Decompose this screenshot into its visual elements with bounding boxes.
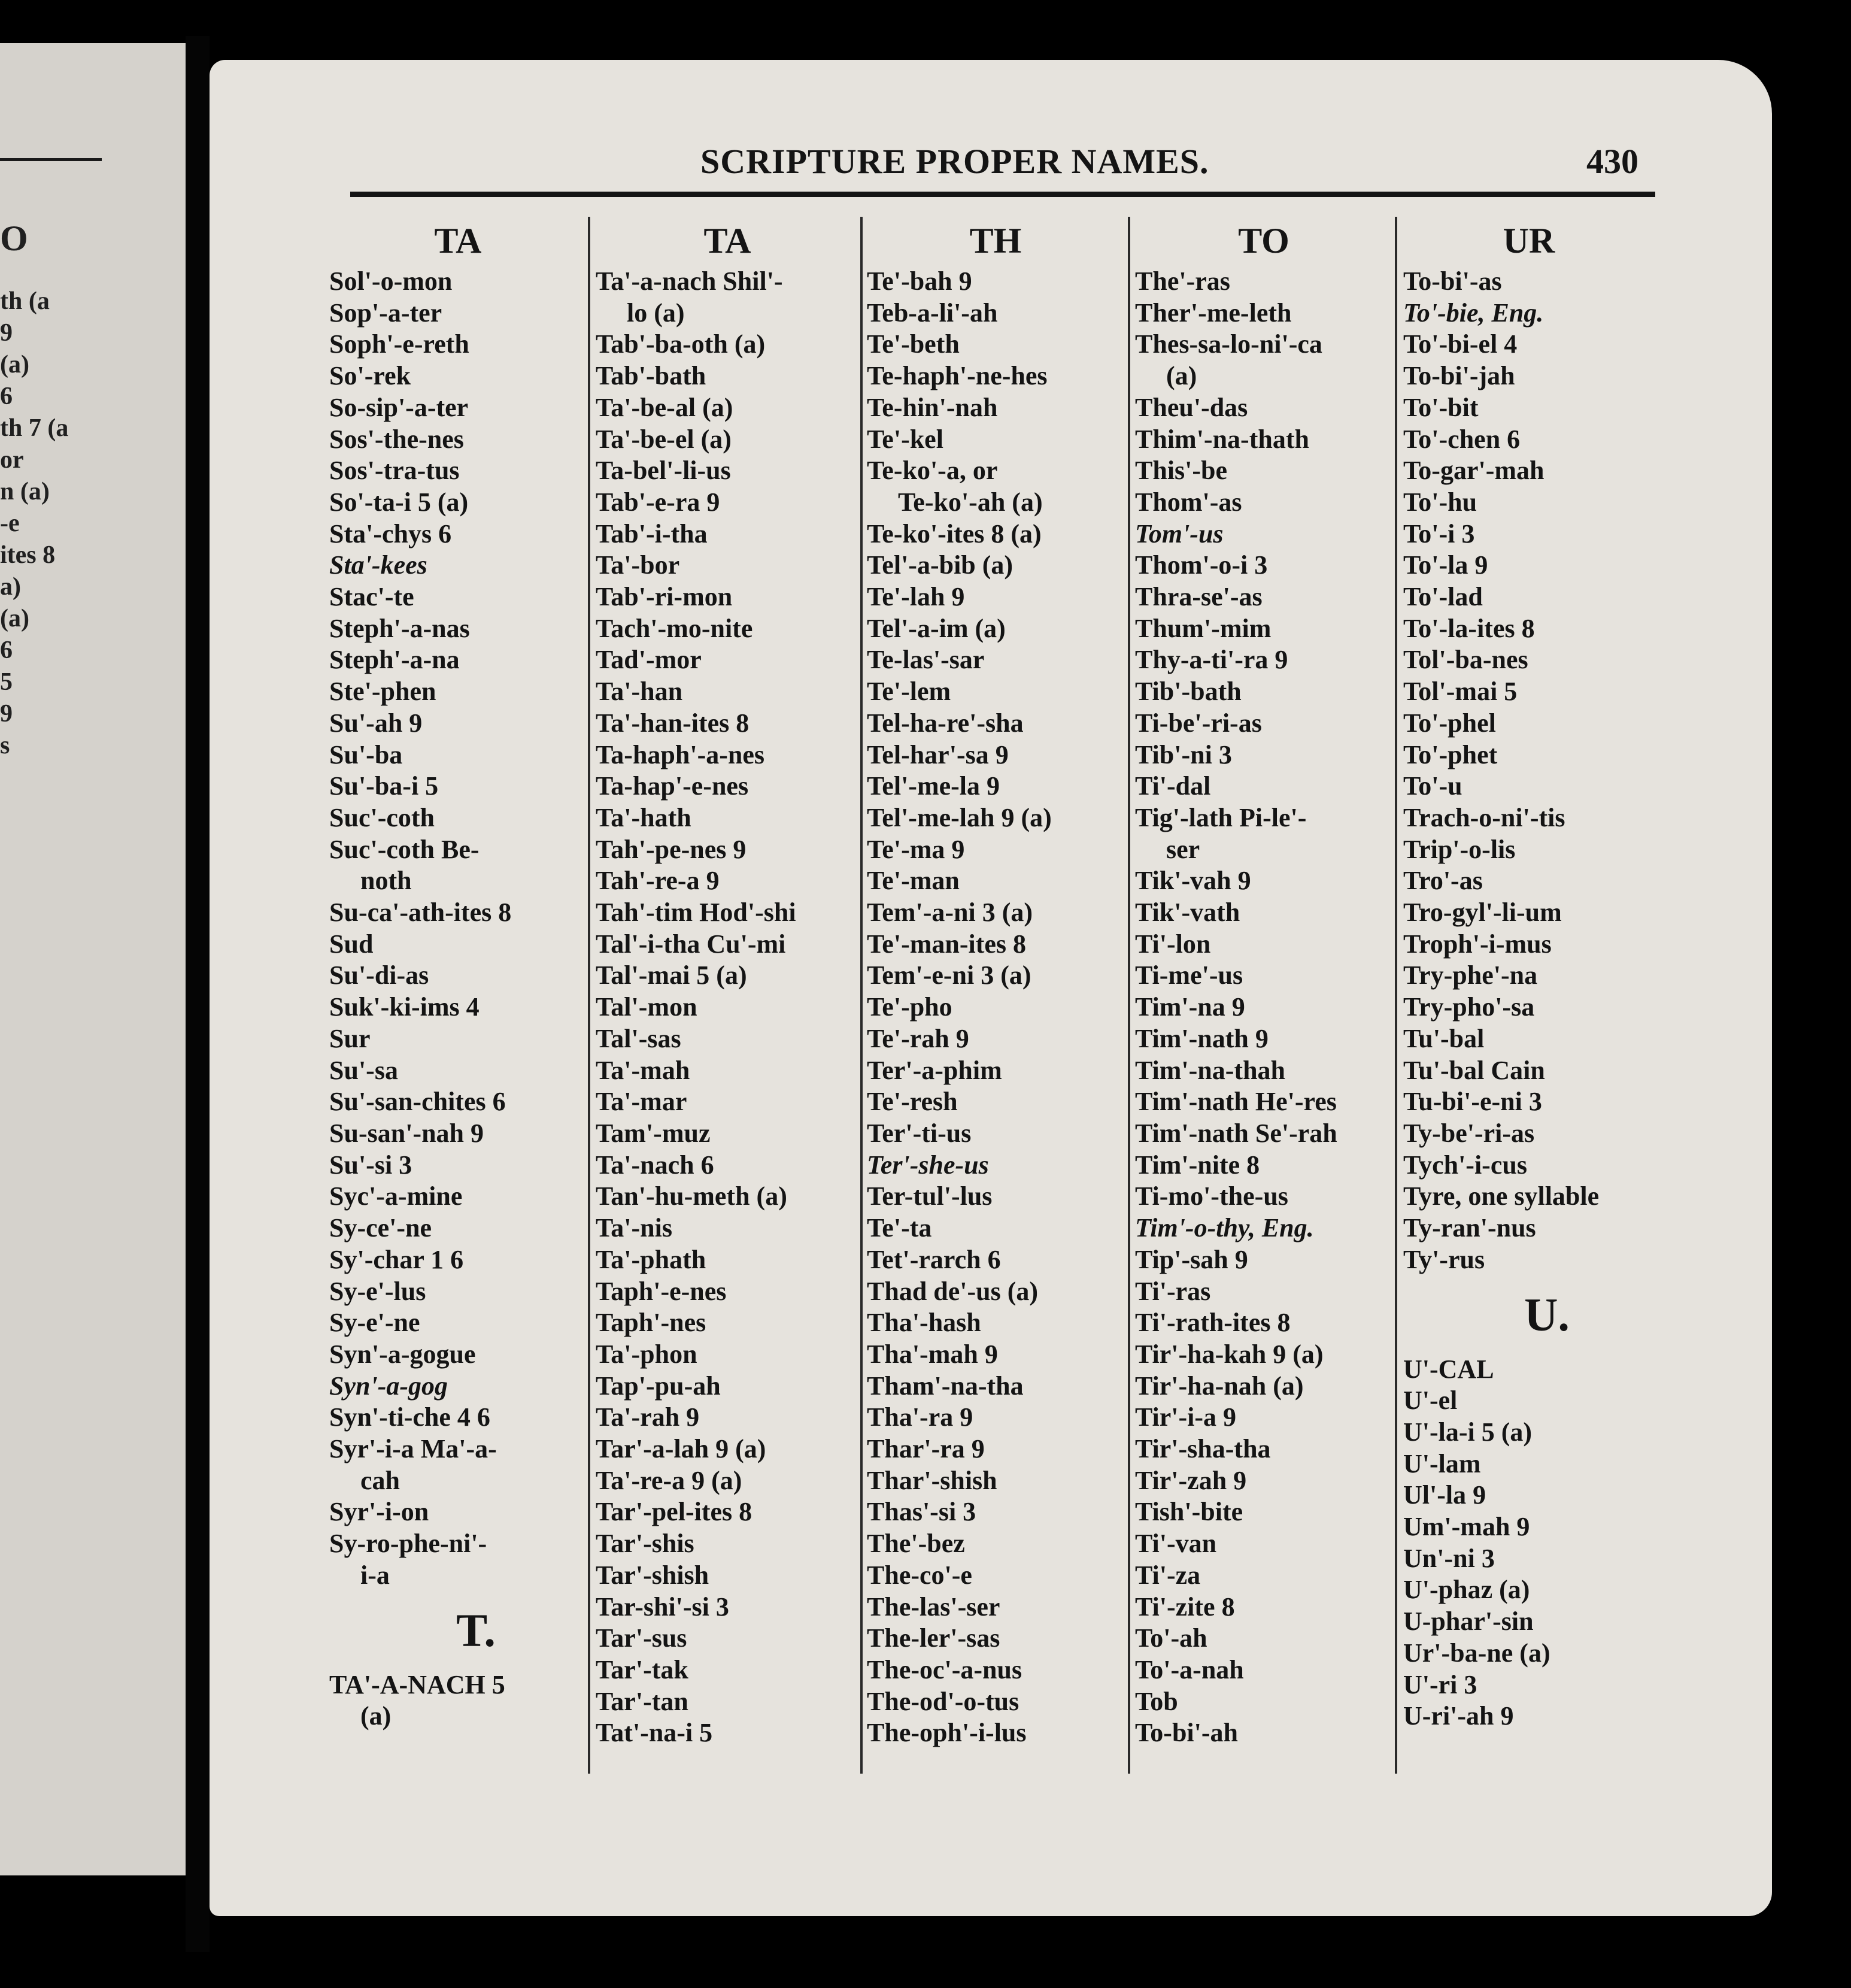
name-entry: To'-lad [1403,582,1483,612]
entry-list [1403,266,1655,1732]
name-entry: The-las'-ser [867,1592,1000,1622]
name-entry: Su'-ba-i 5 [329,771,439,801]
name-entry: Tob [1135,1686,1178,1716]
name-entry: Ta'-be-el (a) [596,424,732,454]
book-gutter [186,36,210,1952]
name-entry: Tam'-muz [596,1118,711,1148]
name-entry: Tar'-tak [596,1654,688,1684]
running-title: SCRIPTURE PROPER NAMES. [700,142,1209,181]
name-entry: To'-la 9 [1403,550,1488,580]
name-entry: Steph'-a-nas [329,613,470,643]
name-entry: This'-be [1135,456,1228,486]
name-entry: To-bi'-ah [1135,1718,1239,1748]
name-entry: Ta'-phon [596,1339,697,1369]
name-entry: Sy-e'-lus [329,1276,426,1306]
name-entry: To'-la-ites 8 [1403,613,1535,643]
name-entry: The-co'-e [867,1560,972,1590]
name-entry: Tu'-bal [1403,1023,1485,1053]
fragment-lines [0,286,186,762]
column-heading: TO [1238,221,1289,260]
name-entry: Ta'-bor [596,550,680,580]
name-entry: Ti'-dal [1135,771,1211,801]
name-entry: Ul'-la 9 [1403,1480,1486,1510]
name-entry: Tha'-ra 9 [867,1402,973,1432]
name-entry: Ty-ran'-nus [1403,1213,1536,1243]
name-entry: Tir'-ha-kah 9 (a) [1135,1339,1324,1369]
name-entry: Tar'-tan [596,1686,688,1716]
name-entry: Ta'-hath [596,802,691,832]
name-entry: Ti-mo'-the-us [1135,1181,1288,1211]
name-entry: Troph'-i-mus [1403,929,1552,959]
name-entry: Ta'-nach 6 [596,1150,714,1180]
name-entry: Suc'-coth Be- [329,834,480,864]
name-entry: Tir'-ha-nah (a) [1135,1371,1304,1401]
name-entry: Thom'-as [1135,487,1242,517]
name-entry: To'-bie, Eng. [1403,298,1544,328]
name-entry: Ti'-van [1135,1529,1217,1559]
name-entry: Te-las'-sar [867,645,985,675]
name-entry: Tan'-hu-meth (a) [596,1181,787,1211]
name-entry: (a) [1166,361,1197,391]
name-entry: To'-bi-el 4 [1403,329,1518,359]
name-entry: lo (a) [627,298,685,328]
fragment-line: s [0,732,10,759]
name-entry: Taph'-nes [596,1308,706,1338]
name-entry: Ur'-ba-ne (a) [1403,1638,1550,1668]
name-entry: Tu-bi'-e-ni 3 [1403,1087,1542,1117]
name-entry: Te'-rah 9 [867,1023,969,1053]
name-entry: Ta'-be-al (a) [596,392,733,422]
column-divider [860,217,863,1774]
name-entry: Thes-sa-lo-ni'-ca [1135,329,1322,359]
fragment-line: th (a [0,287,50,315]
name-entry: U'-phaz (a) [1403,1575,1530,1605]
name-entry: Su-san'-nah 9 [329,1118,484,1148]
name-entry: Tab'-ri-mon [596,582,733,612]
name-entry: Tim'-nath He'-res [1135,1087,1337,1117]
name-entry: i-a [360,1560,390,1590]
name-entry: Thad de'-us (a) [867,1276,1039,1306]
name-entry: Tir'-i-a 9 [1135,1402,1237,1432]
entry-list [867,266,1124,1749]
name-entry: ser [1166,834,1200,864]
name-entry: Tib'-bath [1135,677,1242,707]
name-entry: The'-bez [867,1529,965,1559]
name-entry: Ty-be'-ri-as [1403,1118,1535,1148]
name-entry: Ta'-mar [596,1087,687,1117]
fragment-line: 9 [0,700,13,728]
name-entry: Ta'-han [596,677,683,707]
name-entry: Tab'-i-tha [596,519,708,548]
fragment-line: n (a) [0,478,50,505]
name-entry: To'-chen 6 [1403,424,1521,454]
name-entry: Um'-mah 9 [1403,1512,1530,1542]
name-entry: Tar'-shis [596,1529,694,1559]
name-entry: Syr'-i-a Ma'-a- [329,1434,497,1464]
name-entry: So-sip'-a-ter [329,392,469,422]
name-entry: U'-la-i 5 (a) [1403,1417,1533,1447]
name-entry: Ta'-han-ites 8 [596,708,749,738]
name-entry: Suk'-ki-ims 4 [329,992,480,1022]
column-heading: UR [1503,221,1555,260]
name-entry: Tab'-bath [596,361,706,391]
fragment-line: 9 [0,319,13,347]
column-heading: TH [969,221,1022,260]
name-entry: Su'-ah 9 [329,708,423,738]
name-entry: Ta'-a-nach Shil'- [596,266,783,296]
name-entry: Te-ko'-ah (a) [898,487,1043,517]
name-entry: Taph'-e-nes [596,1276,727,1306]
name-entry: Tim'-na-thah [1135,1055,1286,1085]
name-entry: Te'-pho [867,992,952,1022]
name-entry: noth [360,866,412,896]
name-entry: Thar'-ra 9 [867,1434,985,1464]
name-entry: The-od'-o-tus [867,1686,1019,1716]
fragment-top-letter: O [0,219,28,258]
name-entry: Tych'-i-cus [1403,1150,1527,1180]
name-entry: Ti'-zite 8 [1135,1592,1235,1622]
name-entry: Syr'-i-on [329,1497,429,1527]
name-entry: Su'-sa [329,1055,398,1085]
fragment-line: (a) [0,351,29,378]
name-entry: Tik'-vah 9 [1135,866,1251,896]
name-entry: Sud [329,929,374,959]
header-rule [350,192,1655,197]
entry-list [596,266,859,1749]
name-entry: Tap'-pu-ah [596,1371,721,1401]
fragment-line: a) [0,573,21,601]
name-entry: Tel-har'-sa 9 [867,740,1009,769]
column-3 [867,216,1124,1772]
name-entry: Tir'-zah 9 [1135,1465,1247,1495]
name-entry: Tham'-na-tha [867,1371,1024,1401]
name-entry: cah [360,1465,400,1495]
name-entry: To'-phet [1403,740,1498,769]
fragment-line: ites 8 [0,541,56,569]
section-letter: U. [1524,1288,1570,1341]
name-entry: Ty'-rus [1403,1244,1485,1274]
name-entry: Te-ko'-a, or [867,456,998,486]
name-entry: Thas'-si 3 [867,1497,976,1527]
page-number: 430 [1586,142,1638,181]
name-entry: Te'-lah 9 [867,582,965,612]
name-entry: Ti'-lon [1135,929,1211,959]
name-entry: Thar'-shish [867,1465,997,1495]
name-entry: Tar'-shish [596,1560,709,1590]
name-entry: Ste'-phen [329,677,436,707]
name-entry: Sy-ce'-ne [329,1213,432,1243]
name-entry: Ter-tul'-lus [867,1181,993,1211]
name-entry: Tim'-nath 9 [1135,1023,1269,1053]
name-entry: Tab'-e-ra 9 [596,487,720,517]
name-entry: The'-ras [1135,266,1230,296]
name-entry: Su'-si 3 [329,1150,412,1180]
name-entry: Te'-man-ites 8 [867,929,1027,959]
name-entry: Suc'-coth [329,802,435,832]
name-entry: Sta'-kees [329,550,427,580]
name-entry: Te-haph'-ne-hes [867,361,1048,391]
name-entry: U-phar'-sin [1403,1607,1534,1637]
name-entry: To'-u [1403,771,1462,801]
name-entry: Tal'-mai 5 (a) [596,960,747,990]
name-entry: Tol'-ba-nes [1403,645,1528,675]
name-entry: TA'-A-NACH 5 [329,1669,505,1699]
name-entry: U'-lam [1403,1448,1481,1478]
fragment-line: 6 [0,383,13,410]
name-entry: Tar-shi'-si 3 [596,1592,729,1622]
book-page [210,60,1772,1916]
name-entry: Thra-se'-as [1135,582,1263,612]
name-entry: To-bi'-jah [1403,361,1515,391]
name-entry: Tim'-na 9 [1135,992,1245,1022]
name-entry: Tib'-ni 3 [1135,740,1232,769]
name-entry: Teb-a-li'-ah [867,298,998,328]
name-entry: Tar'-sus [596,1623,687,1653]
name-entry: Tim'-nite 8 [1135,1150,1260,1180]
column-divider [1395,217,1397,1774]
name-entry: Steph'-a-na [329,645,460,675]
name-entry: Tah'-pe-nes 9 [596,834,747,864]
name-entry: Ta'-phath [596,1244,706,1274]
name-entry: To'-a-nah [1135,1654,1244,1684]
name-entry: Te'-beth [867,329,960,359]
name-entry: So'-rek [329,361,411,391]
name-entry: Te'-lem [867,677,951,707]
name-entry: Ti'-ras [1135,1276,1211,1306]
name-entry: Tol'-mai 5 [1403,677,1518,707]
column-heading: TA [703,221,751,260]
name-entry: Te-hin'-nah [867,392,998,422]
name-entry: Tu'-bal Cain [1403,1055,1545,1085]
name-entry: To'-ah [1135,1623,1207,1653]
name-entry: Syn'-ti-che 4 6 [329,1402,490,1432]
name-entry: Te'-ta [867,1213,932,1243]
fragment-line: 6 [0,637,13,664]
name-entry: Tel'-me-la 9 [867,771,1000,801]
name-entry: Tyre, one syllable [1403,1181,1600,1211]
name-entry: Su'-ba [329,740,403,769]
name-entry: Sos'-the-nes [329,424,464,454]
name-entry: Tig'-lath Pi-le'- [1135,802,1307,832]
name-entry: Ter'-a-phim [867,1055,1002,1085]
name-entry: Tal'-i-tha Cu'-mi [596,929,786,959]
name-entry: Tar'-a-lah 9 (a) [596,1434,766,1464]
column-5 [1403,216,1655,1772]
name-entry: Syn'-a-gogue [329,1339,476,1369]
name-entry: Stac'-te [329,582,414,612]
previous-page-fragment [0,43,186,1875]
name-entry: Te'-man [867,866,960,896]
name-entry: Ta-haph'-a-nes [596,740,765,769]
name-entry: Ter'-she-us [867,1150,989,1180]
name-entry: Sol'-o-mon [329,266,453,296]
name-entry: U'-CAL [1403,1354,1494,1384]
name-entry: Tish'-bite [1135,1497,1243,1527]
name-entry: Sos'-tra-tus [329,456,460,486]
name-entry: Tach'-mo-nite [596,613,753,643]
name-entry: Tir'-sha-tha [1135,1434,1271,1464]
name-entry: Tik'-vath [1135,898,1240,928]
name-entry: Syc'-a-mine [329,1181,463,1211]
name-entry: Sy-e'-ne [329,1308,420,1338]
name-entry: Ti-me'-us [1135,960,1243,990]
name-entry: The-ler'-sas [867,1623,1000,1653]
name-entry: Tip'-sah 9 [1135,1244,1248,1274]
name-entry: Thum'-mim [1135,613,1272,643]
name-entry: Te'-bah 9 [867,266,972,296]
name-entry: Tel'-a-bib (a) [867,550,1014,580]
column-4 [1135,216,1392,1772]
column-divider [1128,217,1130,1774]
name-entry: U-ri'-ah 9 [1403,1701,1514,1731]
name-entry: Try-phe'-na [1403,960,1538,990]
name-entry: Su'-san-chites 6 [329,1087,506,1117]
name-entry: So'-ta-i 5 (a) [329,487,469,517]
name-entry: Su-ca'-ath-ites 8 [329,898,512,928]
name-entry: Su'-di-as [329,960,429,990]
name-entry: The-oc'-a-nus [867,1654,1022,1684]
name-entry: Ti-be'-ri-as [1135,708,1262,738]
name-entry: Tet'-rarch 6 [867,1244,1001,1274]
name-entry: Ta-hap'-e-nes [596,771,749,801]
column-1 [329,216,587,1772]
fragment-line: or [0,446,24,474]
name-entry: To'-bit [1403,392,1479,422]
name-entry: Theu'-das [1135,392,1248,422]
name-entry: Ta-bel'-li-us [596,456,731,486]
name-entry: Thom'-o-i 3 [1135,550,1268,580]
name-entry: Tel-ha-re'-sha [867,708,1024,738]
name-entry: To'-phel [1403,708,1496,738]
name-entry: To-gar'-mah [1403,456,1544,486]
name-entry: Tel'-me-lah 9 (a) [867,802,1052,832]
column-2 [596,216,859,1772]
name-entry: Tem'-a-ni 3 (a) [867,898,1033,928]
fragment-line: th 7 (a [0,414,69,442]
name-entry: Ti'-rath-ites 8 [1135,1308,1291,1338]
section-letter: T. [456,1604,496,1656]
name-entry: Tha'-hash [867,1308,981,1338]
name-entry: Thy-a-ti'-ra 9 [1135,645,1288,675]
name-entry: Tim'-o-thy, Eng. [1135,1213,1314,1243]
name-entry: Tom'-us [1135,519,1224,548]
name-entry: Ther'-me-leth [1135,298,1292,328]
name-entry: To-bi'-as [1403,266,1502,296]
fragment-rule [0,158,102,161]
name-entry: Try-pho'-sa [1403,992,1535,1022]
name-entry: To'-i 3 [1403,519,1475,548]
name-entry: Tro'-as [1403,866,1483,896]
name-entry: Tah'-tim Hod'-shi [596,898,796,928]
name-entry: Te-ko'-ites 8 (a) [867,519,1042,548]
name-entry: Tad'-mor [596,645,702,675]
name-entry: Sur [329,1023,371,1053]
name-entry: Tem'-e-ni 3 (a) [867,960,1031,990]
name-entry: The-oph'-i-lus [867,1718,1027,1748]
name-entry: U'-ri 3 [1403,1669,1477,1699]
name-entry: Ti'-za [1135,1560,1201,1590]
name-entry: Tal'-sas [596,1023,681,1053]
name-entry: (a) [360,1701,392,1731]
name-entry: Ta'-re-a 9 (a) [596,1465,742,1495]
name-entry: Sta'-chys 6 [329,519,452,548]
name-entry: Tab'-ba-oth (a) [596,329,766,359]
name-entry: Soph'-e-reth [329,329,469,359]
name-entry: Sy'-char 1 6 [329,1244,464,1274]
name-entry: Sop'-a-ter [329,298,442,328]
name-entry: Syn'-a-gog [329,1371,448,1401]
name-entry: Un'-ni 3 [1403,1543,1495,1573]
fragment-line: -e [0,510,20,537]
name-entry: Ta'-mah [596,1055,690,1085]
name-entry: Trach-o-ni'-tis [1403,802,1565,832]
name-entry: Tim'-nath Se'-rah [1135,1118,1337,1148]
name-entry: Te'-resh [867,1087,958,1117]
name-entry: Trip'-o-lis [1403,834,1516,864]
name-entry: To'-hu [1403,487,1477,517]
name-entry: Thim'-na-thath [1135,424,1309,454]
fragment-line: 5 [0,668,13,696]
name-entry: Tel'-a-im (a) [867,613,1006,643]
name-entry: Te'-kel [867,424,943,454]
name-entry: Ter'-ti-us [867,1118,972,1148]
name-entry: Tat'-na-i 5 [596,1718,713,1748]
name-entry: U'-el [1403,1386,1458,1416]
name-entry: Ta'-nis [596,1213,673,1243]
name-entry: Sy-ro-phe-ni'- [329,1529,487,1559]
name-entry: Tah'-re-a 9 [596,866,720,896]
entry-list [329,266,587,1732]
name-entry: Tal'-mon [596,992,697,1022]
column-heading: TA [434,221,482,260]
column-divider [588,217,590,1774]
name-entry: Tar'-pel-ites 8 [596,1497,752,1527]
name-entry: Tha'-mah 9 [867,1339,998,1369]
name-entry: Tro-gyl'-li-um [1403,898,1562,928]
name-entry: Ta'-rah 9 [596,1402,700,1432]
name-entry: Te'-ma 9 [867,834,965,864]
fragment-line: (a) [0,605,29,632]
entry-list [1135,266,1392,1749]
